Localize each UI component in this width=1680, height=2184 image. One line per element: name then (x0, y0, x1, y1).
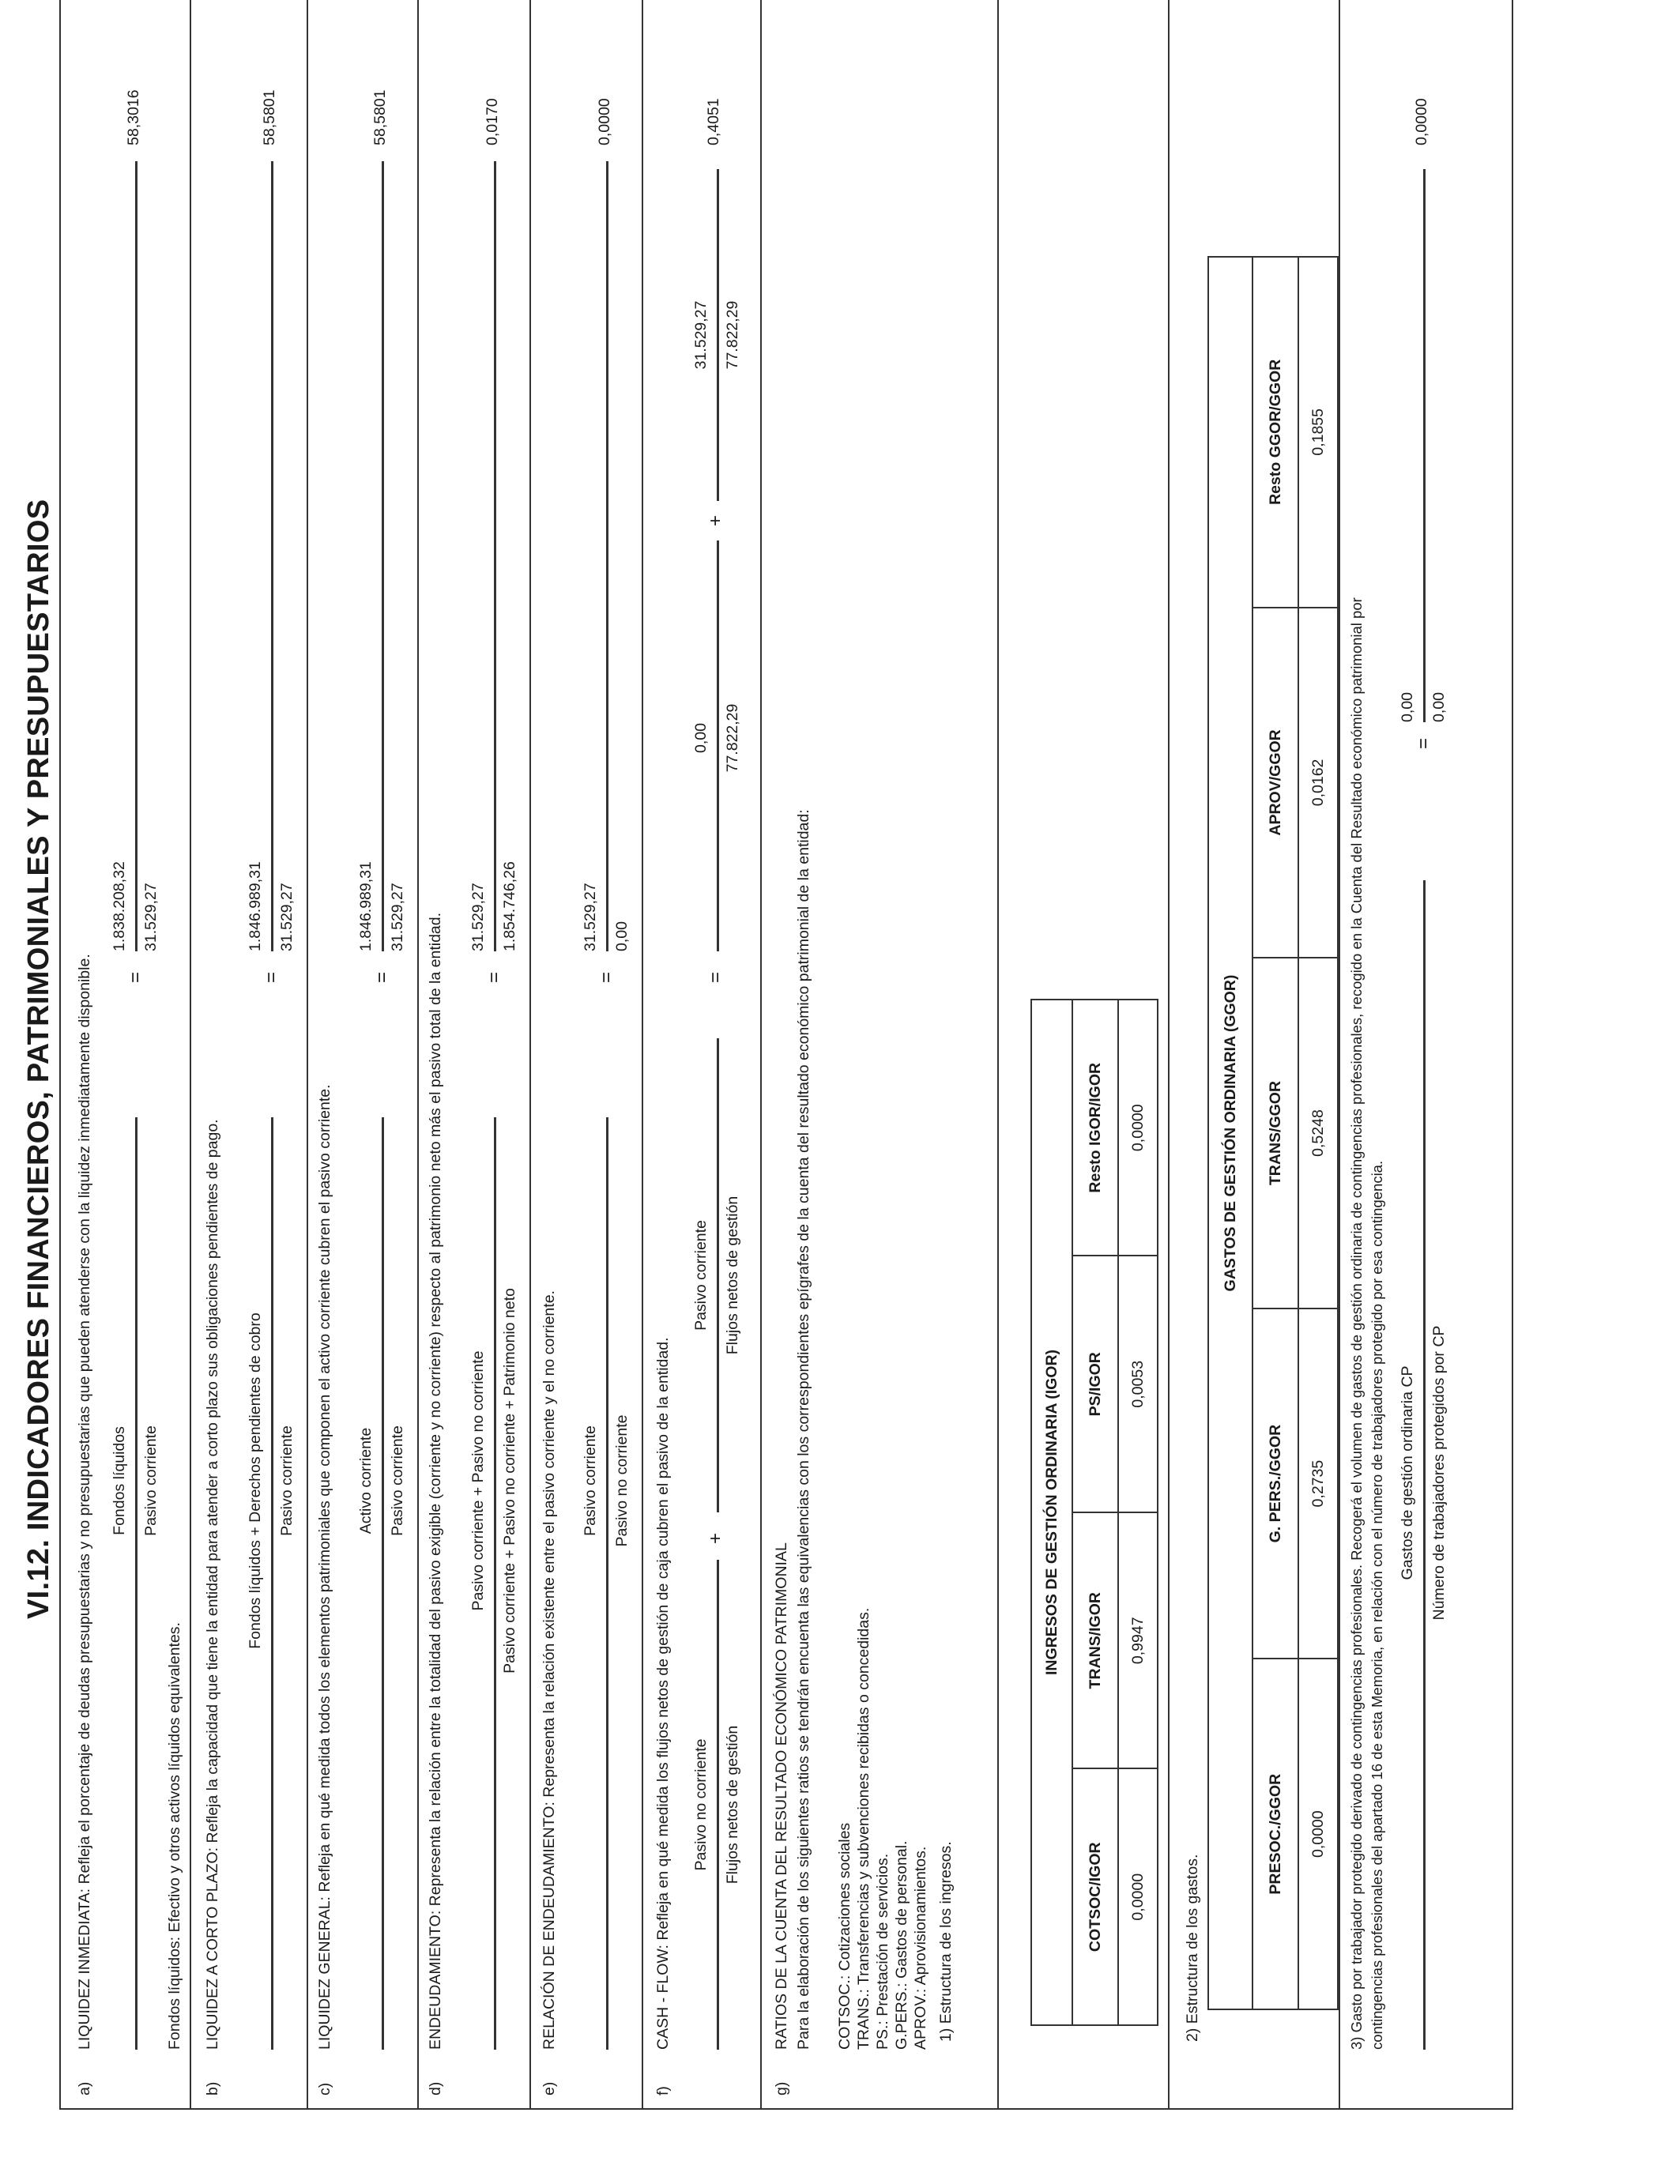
equals-sign: = (1413, 737, 1434, 749)
section-letter: g) (773, 2081, 790, 2096)
denominator-value: 31.529,27 (278, 883, 296, 951)
denominator-value: 0,00 (1430, 692, 1448, 722)
fraction-bar (717, 1560, 719, 2050)
section-note: Fondos líquidos: Efectivo y otros activos líquidos equivalentes. (166, 1622, 183, 2050)
expense-value: 0,5248 (1298, 958, 1338, 1309)
legend-item: TRANS.: Transferencias y subvenciones recibidas o concedidas. (855, 1607, 872, 2050)
result-value: 0,4051 (705, 98, 722, 145)
equals-sign: = (705, 971, 726, 983)
fraction-bar (606, 1117, 608, 2050)
row-divider (642, 0, 643, 2110)
denominator-label: Pasivo corriente (389, 1425, 406, 1536)
fraction-bar (494, 1117, 496, 2050)
section-description: LIQUIDEZ GENERAL: Refleja en qué medida todos los elementos patrimoniales que componen el activo corriente cubren el pasivo corriente. (316, 1084, 333, 2050)
legend-item: APROV.: Aprovisionamientos. (912, 1846, 929, 2050)
income-header: TRANS/IGOR (1072, 1512, 1118, 1769)
numerator-label: Pasivo corriente + Pasivo no corriente (469, 1350, 487, 1611)
numerator-value: 31.529,27 (582, 883, 599, 951)
expense-table (1207, 256, 1339, 2010)
denominator-value: 77.822,29 (724, 703, 741, 773)
section-letter: c) (316, 2082, 333, 2096)
fraction-bar (717, 169, 719, 501)
denominator-label: Número de trabajadores protegidos por CP (1430, 1325, 1448, 1621)
row-divider (190, 0, 191, 2110)
denominator-value: 31.529,27 (142, 883, 160, 951)
expense-header: PRESOC./GGOR (1252, 1659, 1298, 2009)
equals-sign: = (261, 971, 282, 983)
fraction-bar (135, 1117, 137, 2050)
row-divider (1339, 0, 1340, 2110)
expense-value: 0,1855 (1298, 257, 1338, 608)
result-value: 0,0000 (596, 98, 613, 145)
result-value: 0,0000 (1413, 98, 1430, 145)
expense-structure-label: 2) Estructura de los gastos. (1184, 1854, 1201, 2042)
denominator-label: Pasivo corriente + Pasivo no corriente + Patrimonio neto (501, 1288, 518, 1674)
numerator-label: Fondos líquidos (111, 1426, 128, 1535)
numerator-label: Gastos de gestión ordinaria CP (1399, 1365, 1416, 1580)
income-table (1030, 999, 1158, 2026)
numerator-value: 31.529,27 (692, 300, 710, 370)
equals-sign: = (371, 971, 393, 983)
row-divider (997, 0, 999, 2110)
expense-value: 0,2735 (1298, 1309, 1338, 1659)
denominator-value: 0,00 (613, 921, 631, 951)
numerator-label: Pasivo corriente (582, 1425, 599, 1536)
income-header: PS/IGOR (1072, 1256, 1118, 1513)
denominator-label: Pasivo no corriente (613, 1414, 631, 1547)
row-divider (307, 0, 308, 2110)
page-title: VI.12. INDICADORES FINANCIEROS, PATRIMONIALES Y PRESUPUESTARIOS (22, 499, 55, 1619)
equals-sign: = (596, 971, 617, 983)
section-description: CASH - FLOW: Refleja en qué medida los flujos netos de gestión de caja cubren el pasivo de la entidad. (654, 1337, 672, 2050)
expense-header: G. PERS./GGOR (1252, 1309, 1298, 1659)
section-letter: f) (654, 2086, 672, 2096)
numerator-value: 1.838.208,32 (111, 861, 128, 951)
legend-item: G.PERS.: Gastos de personal. (893, 1840, 910, 2050)
section-intro: Para la elaboración de los siguientes ratios se tendrán encuenta las equivalencias con los correspondientes epígrafes de la cuenta del resultado económico patrimonial de la entidad: (795, 809, 812, 2050)
fraction-bar (717, 1038, 719, 1512)
denominator-value: 77.822,29 (724, 300, 741, 370)
fraction-bar (1423, 169, 1426, 722)
expense-table-title: GASTOS DE GESTIÓN ORDINARIA (GGOR) (1208, 257, 1252, 2009)
result-value: 0,0170 (484, 98, 501, 145)
fraction-bar (606, 161, 608, 951)
denominator-label: Pasivo corriente (142, 1425, 160, 1536)
row-divider (529, 0, 531, 2110)
fraction-bar (271, 161, 273, 951)
row-divider (417, 0, 419, 2110)
numerator-label: Pasivo no corriente (692, 1738, 710, 1871)
income-structure-label: 1) Estructura de los ingresos. (937, 1841, 955, 2042)
section-letter: e) (541, 2081, 558, 2096)
row-divider (760, 0, 762, 2110)
income-value: 0,9947 (1118, 1512, 1158, 1769)
section-letter: d) (427, 2081, 444, 2096)
numerator-value: 0,00 (1399, 692, 1416, 722)
expense-header: APROV/GGOR (1252, 608, 1298, 958)
numerator-label: Pasivo corriente (692, 1220, 710, 1331)
numerator-label: Fondos líquidos + Derechos pendientes de cobro (247, 1312, 264, 1649)
section-description: LIQUIDEZ A CORTO PLAZO: Refleja la capacidad que tiene la entidad para atender a corto plazo sus obligaciones pendientes de pago. (204, 1119, 221, 2050)
denominator-label: Flujos netos de gestión (724, 1725, 741, 1885)
fraction-bar (1423, 880, 1426, 2050)
result-value: 58,5801 (371, 89, 389, 145)
numerator-label: Activo corriente (357, 1427, 375, 1534)
equals-sign: = (125, 971, 146, 983)
numerator-value: 1.846.989,31 (247, 861, 264, 951)
plus-sign: + (705, 514, 726, 526)
worker-description-cont: contingencias profesionales del apartado 16 de esta Memoria, en relación con el número de trabajadores protegido por esa contingencia. (1369, 1160, 1385, 2050)
equals-sign: = (484, 971, 505, 983)
plus-sign: + (705, 1532, 726, 1544)
income-value: 0,0053 (1118, 1256, 1158, 1513)
section-letter: a) (76, 2081, 93, 2096)
section-description: ENDEUDAMIENTO: Representa la relación entre la totalidad del pasivo exigible (corriente y no corriente) respecto al patrimonio neto más el pasivo total de la entidad. (427, 912, 444, 2050)
expense-value: 0,0000 (1298, 1659, 1338, 2009)
income-header: Resto IGOR/IGOR (1072, 1000, 1118, 1256)
section-description: LIQUIDEZ INMEDIATA: Refleja el porcentaje de deudas presupuestarias y no presupuestarias que pueden atenderse con la liquidez inmediatamente disponible. (76, 954, 93, 2050)
legend-item: COTSOC.: Cotizaciones sociales (836, 1822, 853, 2050)
worker-description: 3) Gasto por trabajador protegido derivado de contingencias profesionales. Recogerá el volumen de gastos de gestión ordinaria de contingencias profesionales, recogido en la Cuenta del Resultado económico patrimonial por (1348, 597, 1365, 2050)
fraction-bar (382, 161, 384, 951)
fraction-bar (271, 1117, 273, 2050)
income-value: 0,0000 (1118, 1769, 1158, 2026)
result-value: 58,3016 (125, 89, 142, 145)
income-table-title: INGRESOS DE GESTIÓN ORDINARIA (IGOR) (1031, 1000, 1072, 2025)
fraction-bar (135, 161, 137, 951)
section-heading: RATIOS DE LA CUENTA DEL RESULTADO ECONÓMICO PATRIMONIAL (773, 1542, 790, 2050)
expense-header: Resto GGOR/GGOR (1252, 257, 1298, 608)
row-divider (1168, 0, 1170, 2110)
numerator-value: 0,00 (692, 723, 710, 753)
legend-item: PS.: Prestación de servicios. (874, 1853, 891, 2050)
numerator-value: 31.529,27 (469, 883, 487, 951)
denominator-label: Pasivo corriente (278, 1425, 296, 1536)
expense-header: TRANS/GGOR (1252, 958, 1298, 1309)
income-value: 0,0000 (1118, 1000, 1158, 1256)
denominator-value: 1.854.746,26 (501, 861, 518, 951)
expense-value: 0,0162 (1298, 608, 1338, 958)
denominator-value: 31.529,27 (389, 883, 406, 951)
fraction-bar (717, 540, 719, 951)
fraction-bar (382, 1117, 384, 2050)
section-description: RELACIÓN DE ENDEUDAMIENTO: Representa la relación existente entre el pasivo corriente y el no corriente. (541, 1290, 558, 2050)
fraction-bar (494, 161, 496, 951)
result-value: 58,5801 (261, 89, 278, 145)
section-letter: b) (204, 2081, 221, 2096)
denominator-label: Flujos netos de gestión (724, 1196, 741, 1355)
income-header: COTSOC/IGOR (1072, 1769, 1118, 2026)
numerator-value: 1.846.989,31 (357, 861, 375, 951)
